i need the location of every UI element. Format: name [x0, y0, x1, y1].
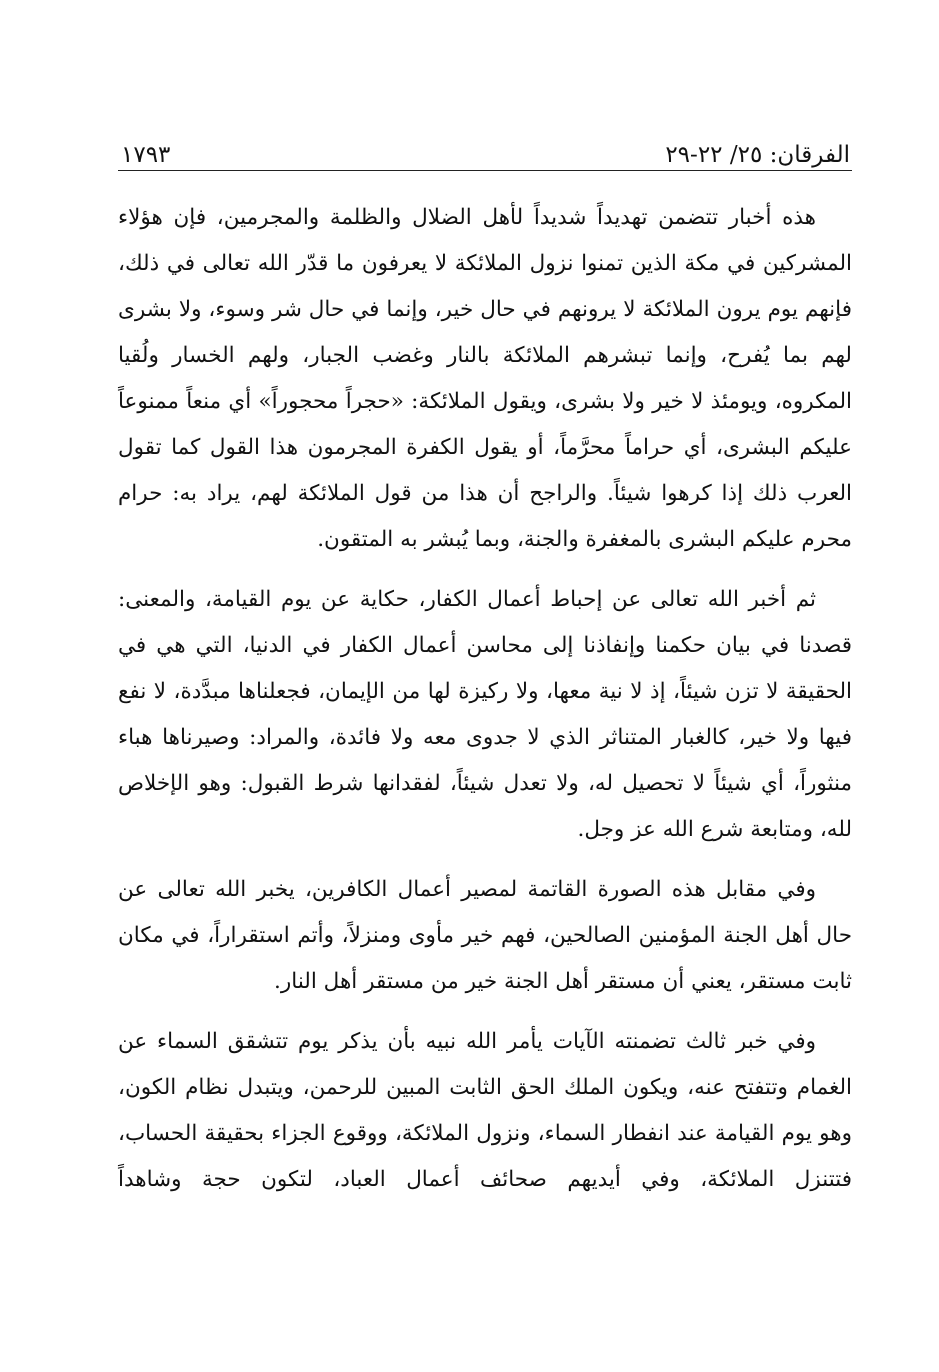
paragraph-day-of-judgment: وفي خبر ثالث تضمنته الآيات يأمر الله نبيه بأن يذكر يوم تتشقق السماء عن الغمام وتتفتح عنه، ويكون الملك الحق الثابت المبين للرحمن، ويتبدل نظام الكون، وهو يوم القيامة عند انفطار السماء، ونزول الملائكة، ووقوع الجزاء بحقيقة الحساب، فتتنزل الملائكة، وفي أيديهم صحائف أعمال العباد، لتكون حجة وشاهداً	[118, 1029, 852, 1192]
page-number: ١٧٩٣	[121, 142, 171, 168]
running-header	[121, 132, 850, 170]
paragraph-warning-to-disbelievers: هذه أخبار تتضمن تهديداً شديداً لأهل الضلال والظلمة والمجرمين، فإن هؤلاء المشركين في مكة الذين تمنوا نزول الملائكة لا يعرفون ما قدّر الله تعالى في ذلك، فإنهم يوم يرون الملائكة لا يرونهم في حال خير، وإنما في حال شر وسوء، ولا بشرى لهم بما يُفرح، وإنما تبشرهم الملائكة بالنار وغضب الجبار، ولهم الخسار ولُقيا المكروه، ويومئذ لا خير ولا بشرى، ويقول الملائكة: «حجراً محجوراً» أي منعاً ممنوعاً عليكم البشرى، أي حراماً محرَّماً، أو يقول الكفرة المجرمون هذا القول كما تقول العرب ذلك إذا كرهوا شيئاً. والراجح أن هذا من قول الملائكة لهم، يراد به: حرام محرم عليكم البشرى بالمغفرة والجنة، وبما يُبشر به المتقون.	[118, 205, 852, 552]
paragraph-people-of-paradise: وفي مقابل هذه الصورة القاتمة لمصير أعمال الكافرين، يخبر الله تعالى عن حال أهل الجنة المؤمنين الصالحين، فهم خير مأوى ومنزلاً، وأتم استقراراً، في مكان ثابت مستقر، يعني أن مستقر أهل الجنة خير من مستقر أهل النار.	[118, 877, 852, 994]
surah-reference: الفرقان: ٢٥/ ٢٢-٢٩	[665, 142, 850, 168]
header-divider	[118, 170, 852, 171]
page-body	[118, 195, 852, 1203]
paragraph-nullified-deeds: ثم أخبر الله تعالى عن إحباط أعمال الكفار، حكاية عن يوم القيامة، والمعنى: قصدنا في بيان حكمنا وإنفاذنا إلى محاسن أعمال الكفار في الدنيا، التي هي في الحقيقة لا تزن شيئاً، إذ لا نية معها، ولا ركيزة لها من الإيمان، فجعلناها مبدَّدة، لا نفع فيها ولا خير، كالغبار المتناثر الذي لا جدوى معه ولا فائدة، والمراد: وصيرناها هباء منثوراً، أي شيئاً لا تحصيل له، ولا تعدل شيئاً، لفقدانها شرط القبول: وهو الإخلاص لله، ومتابعة شرع الله عز وجل.	[118, 587, 852, 842]
